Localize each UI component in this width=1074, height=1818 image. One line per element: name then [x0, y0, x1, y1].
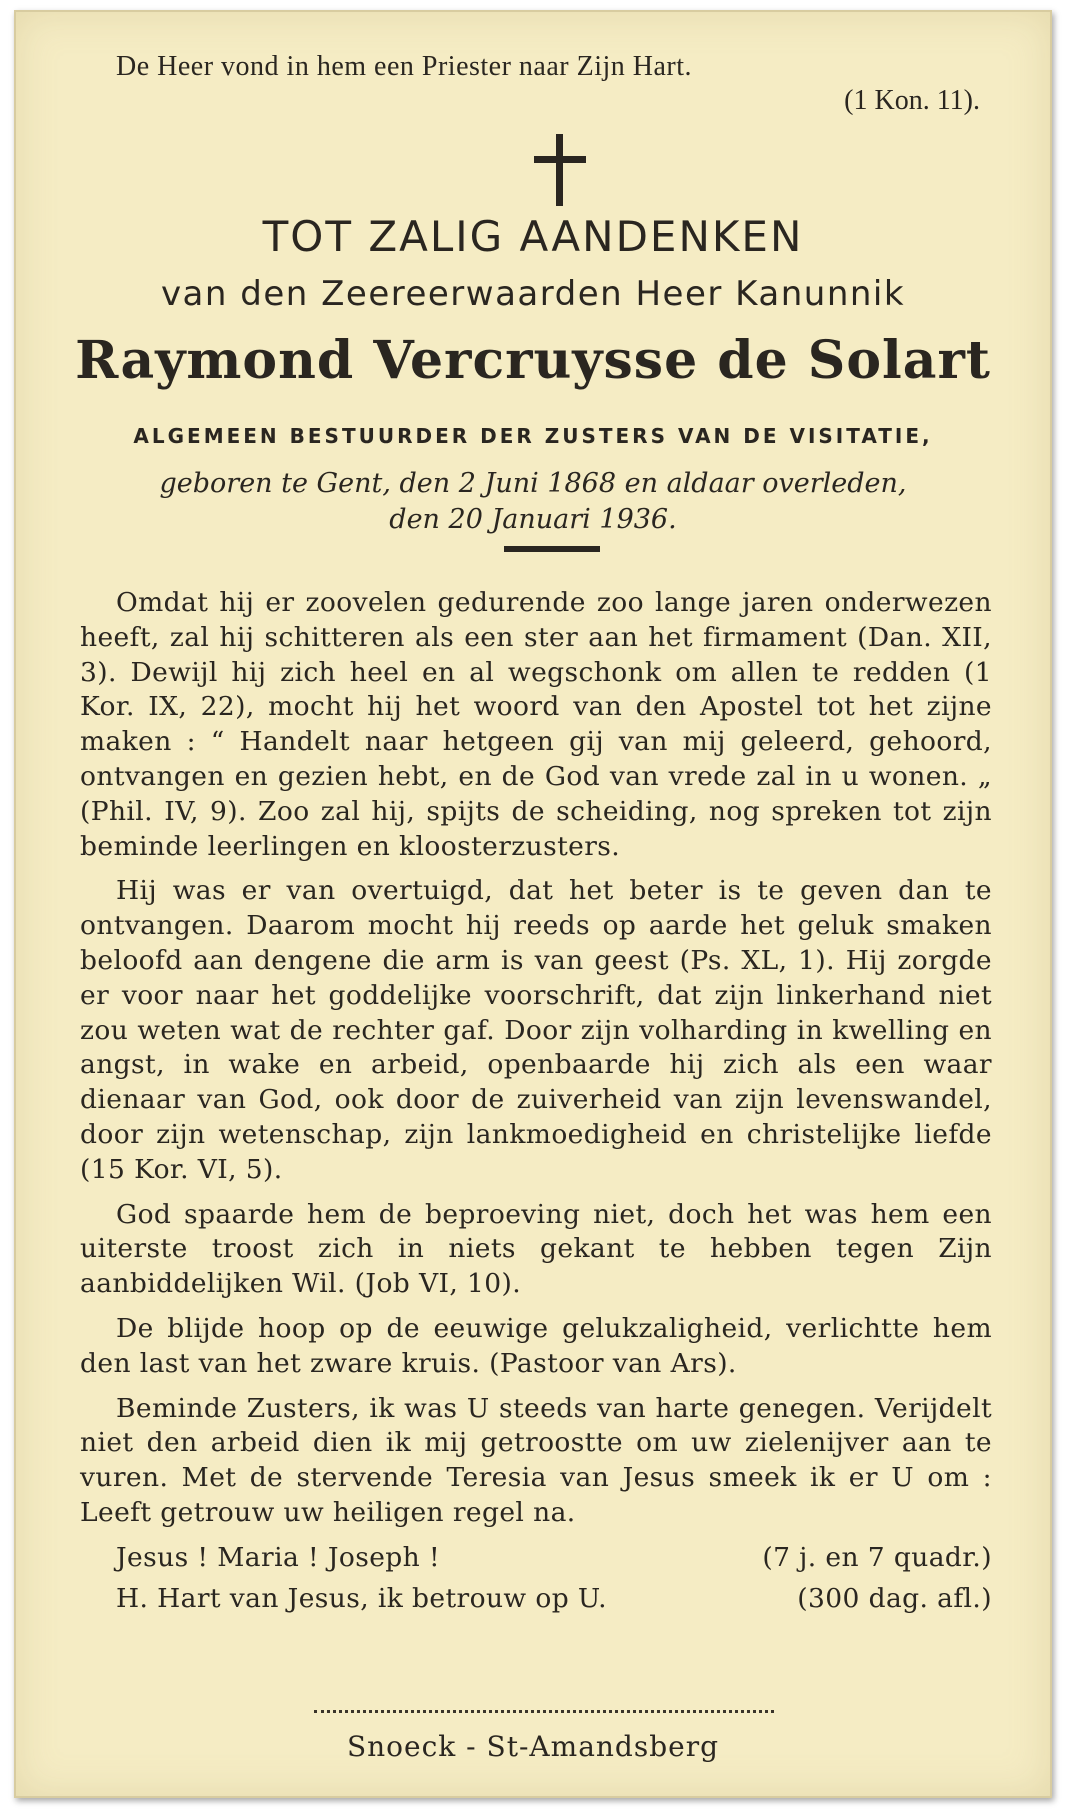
deceased-role: ALGEMEEN BESTUURDER DER ZUSTERS VAN DE VISITATIE,	[133, 424, 933, 448]
epigraph-quote: De Heer vond in hem een Priester naar Zijn Hart.	[116, 51, 693, 82]
dates-line-1: geboren te Gent, den 2 Juni 1868 en aldaar overleden,	[159, 468, 907, 499]
epigraph-reference: (1 Kon. 11).	[844, 85, 980, 116]
birth-death-dates	[76, 466, 990, 538]
dates-line-2: den 20 Januari 1936.	[389, 504, 677, 535]
prayer-line	[80, 1541, 992, 1576]
memorial-card	[14, 10, 1052, 1798]
paragraph: God spaarde hem de beproeving niet, doch het was hem een uiterste troost zich in niets gekant te hebben tegen Zijn aanbiddelijken Wil. (Job VI, 10).	[80, 1198, 992, 1300]
prayer-indulgence: (300 dag. afl.)	[797, 1582, 992, 1614]
paragraph: Omdat hij er zoovelen gedurende zoo lange jaren onderwezen heeft, zal hij schitteren als een ster aan het firmament (Dan. XII, 3). Dewijl hij zich heel en al wegschonk om allen te redden (1 Kor. IX, 22), mocht hij het woord van den Apostel tot het zijne maken : “ Handelt naar hetgeen gij van mij geleerd, gehoord, ontvangen en gezien hebt, en de God van vrede zal in u wonen. „ (Phil. IV, 9). Zoo zal hij, spijts de scheiding, nog spreken tot zijn beminde leerlingen en kloosterzusters.	[80, 587, 992, 862]
paragraph: Hij was er van overtuigd, dat het beter is te geven dan te ontvangen. Daarom mocht hij reeds op aarde het geluk smaken beloofd aan dengene die arm is van geest (Ps. XL, 1). Hij zorgde er voor naar het goddelijke voorschrift, dat zijn linkerhand niet zou weten wat de rechter gaf. Door zijn volharding in kwelling en angst, in wake en arbeid, openbaarde hij zich als een waar dienaar van God, ook door de zuiverheid van zijn levenswandel, door zijn wetenschap, zijn lankmoedigheid en christelijke liefde (15 Kor. VI, 5).	[80, 875, 992, 1185]
deceased-name: Raymond Vercruysse de Solart	[75, 330, 991, 391]
divider-rule	[504, 546, 600, 552]
epigraph	[116, 50, 980, 118]
memorial-subtitle: van den Zeereerwaarden Heer Kanunnik	[160, 274, 906, 314]
cross-icon	[534, 134, 586, 206]
prayer-indulgence: (7 j. en 7 quadr.)	[762, 1541, 992, 1573]
memorial-title: TOT ZALIG AANDENKEN	[262, 212, 804, 261]
paragraph: De blijde hoop op de eeuwige gelukzaligheid, verlichtte hem den last van het zware kruis. (Pastoor van Ars).	[80, 1312, 992, 1379]
paragraph: Beminde Zusters, ik was U steeds van harte genegen. Verijdelt niet den arbeid dien ik mij getroostte om uw zielenijver aan te vuren. Met de stervende Teresia van Jesus smeek ik er U om : Leeft getrouw uw heiligen regel na.	[80, 1392, 992, 1528]
dotted-divider	[314, 1710, 774, 1713]
prayer-text: H. Hart van Jesus, ik betrouw op U.	[116, 1582, 607, 1614]
prayer-line	[80, 1582, 992, 1617]
prayer-text: Jesus ! Maria ! Joseph !	[116, 1541, 441, 1573]
printer-imprint: Snoeck - St-Amandsberg	[346, 1730, 720, 1763]
memorial-text	[80, 586, 992, 1622]
